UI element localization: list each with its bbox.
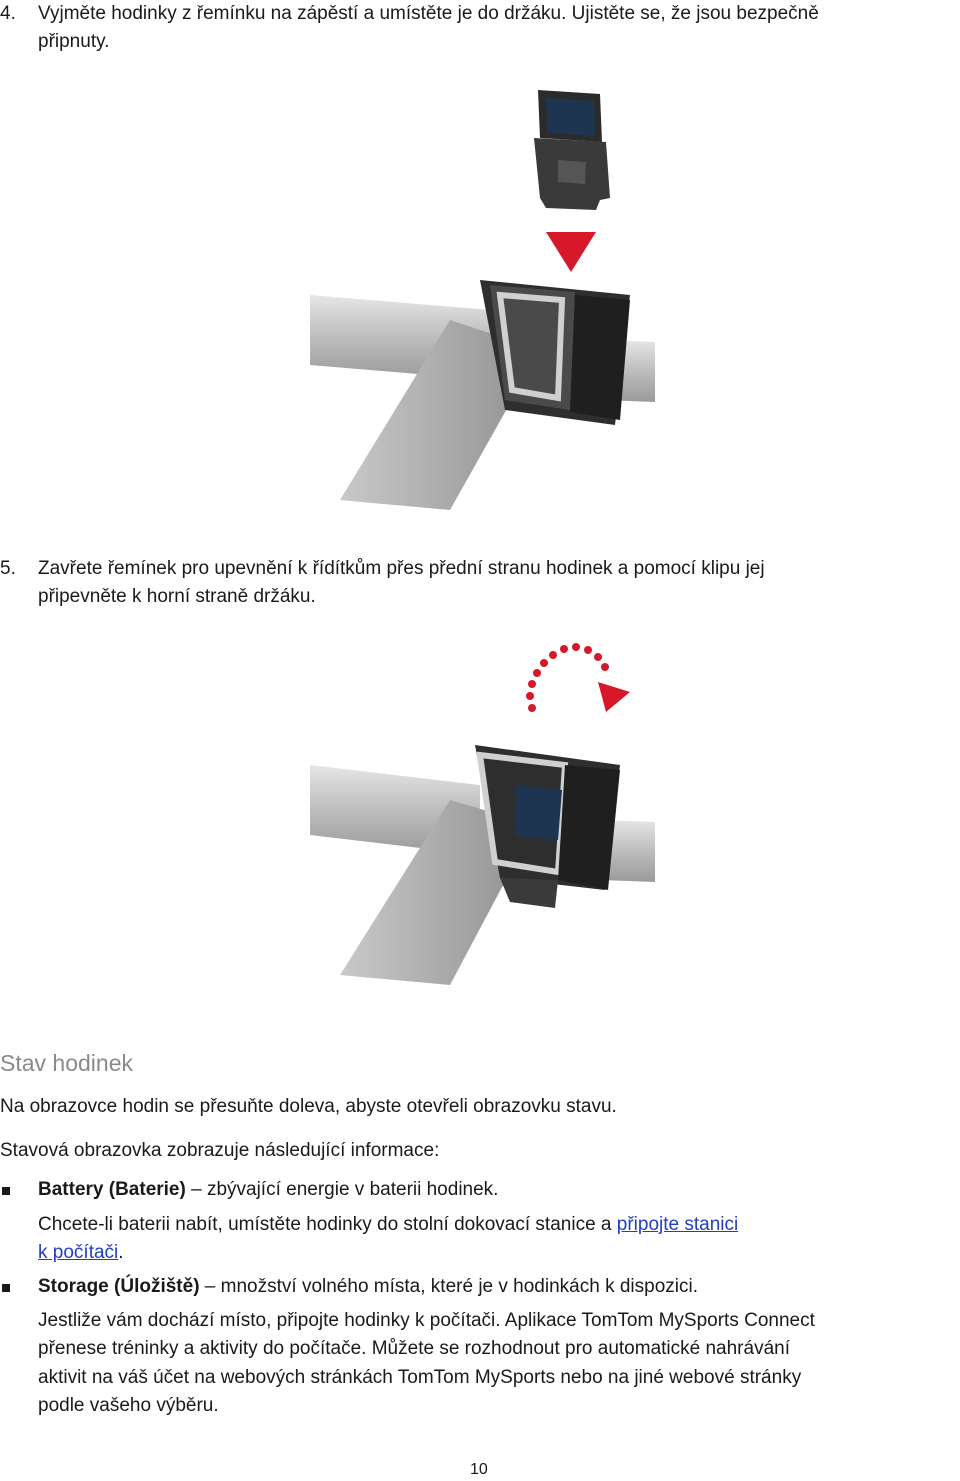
storage-desc: – množství volného místa, které je v hodinkách k dispozici.	[199, 1276, 698, 1297]
step-5-text-line-1: Zavřete řemínek pro upevnění k řídítkům přes přední stranu hodinek a pomocí klipu jej	[38, 558, 765, 579]
storage-note-line-4: podle vašeho výběru.	[38, 1395, 219, 1416]
intro-paragraph: Na obrazovce hodin se přesuňte doleva, abyste otevřeli obrazovku stavu.	[0, 1096, 617, 1117]
storage-term: Storage (Úložiště)	[38, 1276, 200, 1297]
battery-note-line-2	[38, 1239, 124, 1267]
status-info-paragraph: Stavová obrazovka zobrazuje následující informace:	[0, 1140, 440, 1161]
bullet-marker	[2, 1284, 10, 1292]
battery-note-text: Chcete-li baterii nabít, umístěte hodinky do stolní dokovací stanice a	[38, 1214, 617, 1235]
bullet-marker	[2, 1187, 10, 1195]
illustration-strap-closing	[300, 640, 660, 990]
illustration-watch-into-mount	[300, 80, 660, 520]
battery-note-end: .	[118, 1242, 124, 1263]
storage-note-line-3: aktivit na váš účet na webových stránkách TomTom MySports nebo na jiné webové stránky	[38, 1367, 802, 1388]
storage-note-line-1: Jestliže vám dochází místo, připojte hodinky k počítači. Aplikace TomTom MySports Connect	[38, 1310, 815, 1331]
storage-item	[38, 1273, 698, 1301]
step-5-text-line-2: připevněte k horní straně držáku.	[38, 586, 316, 607]
battery-item	[38, 1176, 498, 1204]
battery-term: Battery (Baterie)	[38, 1179, 186, 1200]
storage-note-line-2: přenese tréninky a aktivity do počítače. Můžete se rozhodnout pro automatické nahrávání	[38, 1338, 790, 1359]
step-4-text-line-1: Vyjměte hodinky z řemínku na zápěstí a umístěte je do držáku. Ujistěte se, že jsou bezpečně	[38, 3, 819, 24]
connect-dock-link-part-1[interactable]: připojte stanici	[616, 1214, 739, 1235]
battery-desc: – zbývající energie v baterii hodinek.	[185, 1179, 499, 1200]
step-4-text-line-2: připnuty.	[38, 31, 110, 52]
step-4-number: 4.	[0, 3, 16, 24]
section-heading: Stav hodinek	[0, 1050, 133, 1076]
page-number: 10	[470, 1461, 488, 1478]
down-arrow-icon	[546, 232, 596, 272]
battery-note-line-1	[38, 1211, 738, 1239]
step-5-number: 5.	[0, 558, 16, 579]
rotate-arrow-icon	[526, 643, 630, 712]
connect-dock-link-part-2[interactable]: k počítači	[38, 1242, 119, 1263]
